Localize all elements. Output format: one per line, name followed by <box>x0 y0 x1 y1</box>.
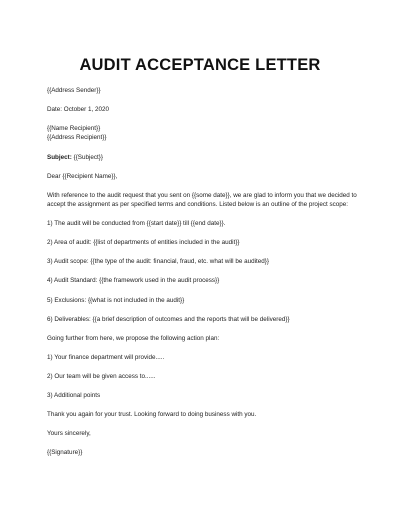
action-intro: Going further from here, we propose the following action plan: <box>47 334 220 342</box>
address-recipient: {{Address Recipient}} <box>47 134 107 142</box>
action-item: 2) Our team will be given access to...... <box>47 372 156 380</box>
name-recipient: {{Name Recipient}} <box>47 125 101 133</box>
letter-body <box>47 86 367 467</box>
letter-title: AUDIT ACCEPTANCE LETTER <box>79 56 321 74</box>
subject-line <box>47 153 367 162</box>
thanks-paragraph: Thank you again for your trust. Looking forward to doing business with you. <box>47 411 257 419</box>
address-sender: {{Address Sender}} <box>47 87 101 94</box>
subject-value: {{Subject}} <box>71 153 104 161</box>
scope-item: 1) The audit will be conducted from {{start date}} till {{end date}}. <box>47 220 226 228</box>
subject-label: Subject: <box>47 153 72 161</box>
scope-item: 6) Deliverables: {{a brief description of outcomes and the reports that will be delivered}} <box>47 315 290 323</box>
greeting: Dear {{Recipient Name}}, <box>47 172 118 180</box>
action-item: 1) Your finance department will provide..... <box>47 353 165 361</box>
scope-item: 4) Audit Standard: {{the framework used in the audit process}} <box>47 277 220 285</box>
action-item: 3) Additional points <box>47 392 101 399</box>
scope-item: 2) Area of audit: {{list of departments of entities included in the audit}} <box>47 239 240 247</box>
intro-paragraph: With reference to the audit request that you sent on {{some date}}, we are glad to inform you that we decided to accept the assignment as per specified terms and conditions. Listed below is an outline of the project scope: <box>47 191 357 209</box>
signature: {{Signature}} <box>47 449 83 457</box>
closing: Yours sincerely, <box>47 430 91 438</box>
scope-item: 5) Exclusions: {{what is not included in the audit}} <box>47 296 185 304</box>
scope-item: 3) Audit scope: {{the type of the audit: financial, fraud, etc. what will be audited}} <box>47 258 269 266</box>
letter-date: Date: October 1, 2020 <box>47 106 109 114</box>
